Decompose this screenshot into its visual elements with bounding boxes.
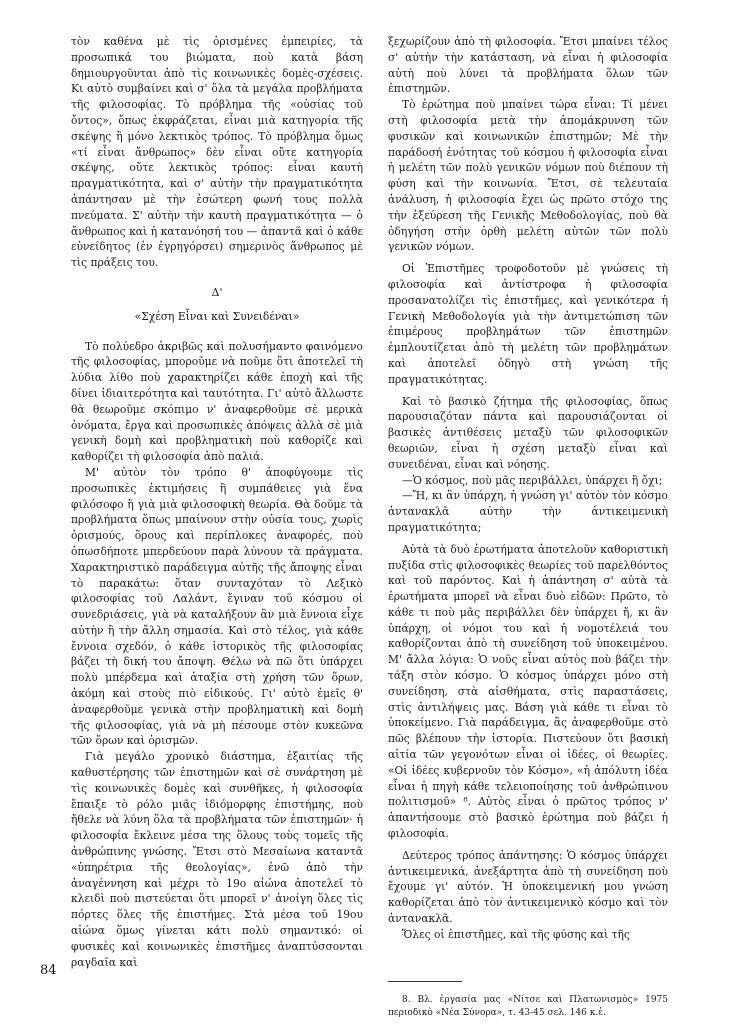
- paragraph: Οἱ Ἐπιστῆμες τροφοδοτοῦν μὲ γνώσεις τὴ φιλοσοφία καὶ ἀντίστροφα ἡ φιλοσοφία προσανατολίζει τὶς ἐπιστῆμες, καὶ γενικότερα ἡ Γενικὴ Μεθοδολογία γιὰ τὴν ἀντιμετώπιση τῶν ἐπιμέρους προβλημάτων τῶν ἐπιστημῶν ἐμπλουτίζεται ἀπὸ τὴ μελέτη τῶν προβλημάτων καὶ ἀποτελεῖ ὁδηγὸ στὴ γνώση τῆς πραγματικότητας.: [388, 262, 668, 386]
- paragraph: Μ' αὐτὸν τὸν τρόπο θ' ἀποφύγουμε τὶς προσωπικὲς ἐκτιμήσεις ἢ συμπάθειες γιὰ ἕνα φιλόσοφο ἢ γιὰ μιὰ φιλοσοφικὴ θεωρία. Θὰ δοῦμε τὰ προβλήματα ὅπως μπαίνουν στὴν οὐσία τους, χωρὶς ὁρισμούς, ὅρους καὶ περίπλοκες ἀναφορές, ποὺ ὁπωσδήποτε μπερδεύουν παρὰ λύνουν τὰ πράγματα. Χαρακτηριστικὸ παράδειγμα αὐτῆς τῆς ἄποψης εἶναι τὸ παρακάτω: ὅταν συνταχόταν τὸ Λεξικὸ φιλοσοφίας τοῦ Λαλάντ, ἔγιναν τοῦ κόσμου οἱ συνεδριάσεις, γιὰ νὰ καταλήξουν ἂν μιὰ ἔννοια εἶχε αὐτὴν ἢ τὴν ἄλλη σημασία. Καὶ στὸ τέλος, γιὰ κάθε ἔννοια σχεδόν, ὁ κάθε ἱστορικὸς τῆς φιλοσοφίας βάζει τὴ δική του ἄποψη. Θέλω νὰ πῶ ὅτι ὑπάρχει πολὺ μπέρδεμα καὶ ἀταξία στὴ χρήση τῶν ὅρων, ἀκόμη καὶ στοὺς πιὸ εἰδικούς. Γι' αὐτὸ ἐμεῖς θ' ἀναφερθοῦμε γενικὰ στὴν προβληματικὴ καὶ δομὴ τῆς φιλοσοφίας, γιὰ νὰ μὴ πέσουμε στὸν κυκεῶνα τῶν ὅρων καὶ ὁρισμῶν.: [71, 465, 363, 748]
- paragraph: Τὸ πολύεδρο ἀκριβῶς καὶ πολυσήμαντο φαινόμενο τῆς φιλοσοφίας, μποροῦμε νὰ ποῦμε ὅτι ἀποτελεῖ τὴ λύδια λίθο ποὺ χαρακτηρίζει κάθε ἐποχὴ καὶ τῆς δίνει ἰδιαιτερότητα καὶ ταυτότητα. Γι' αὐτὸ ἄλλωστε θὰ θεωροῦμε σκόπιμο ν' ἀναφερθοῦμε σὲ μερικὰ ὀνόματα, ἔργα καὶ προσωπικὲς ἀπόψεις ἀλλὰ σὲ μιὰ γενικὴ δομὴ καὶ προβληματικὴ ποὺ καθορίζε καὶ καθορίζει τὴ φιλοσοφία ἀπὸ παλιά.: [71, 339, 363, 464]
- paragraph: ξεχωρίζουν ἀπὸ τὴ φιλοσοφία. Ἔτσι μπαίνει τέλος σ' αὐτὴν τὴν κατάσταση, νὰ εἶναι ἡ φιλοσοφία αὐτὴ ποὺ λύνει τὰ προβλήματα ὅλων τῶν ἐπιστημῶν.: [388, 35, 668, 96]
- paragraph: Γιὰ μεγάλο χρονικὸ διάστημα, ἐξαιτίας τῆς καθυστέρησης τῶν ἐπιστημῶν καὶ σὲ συνάρτηση μὲ τὶς κοινωνικὲς δομὲς καὶ συνθῆκες, ἡ φιλοσοφία ἔπαιξε τὸ ρόλο μιᾶς ἰδιόμορφης ἐπιστήμης, ποὺ ἤθελε νὰ λύνη ὅλα τὰ προβλήματα τῶν ἐπιστημῶν· ἡ φιλοσοφία ἔκλεινε μέσα της ὅλους τοὺς τομεῖς τῆς ἀνθρώπινης γνώσης. Ἔτσι στὸ Μεσαίωνα καταντᾶ «ὑπηρέτρια τῆς θεολογίας», ἐνῶ ἀπὸ τὴν ἀναγέννηση καὶ μέχρι τὸ 19ο αἰώνα ἀποτελεῖ τὸ κλειδὶ ποὺ πιστεύεται ὅτι μπορεῖ ν' ἀνοίγη ὅλες τὶς πόρτες ὅλες τῆς ἐπιστήμες. Στὰ μέσα τοῦ 19ου αἰώνα ὅμως γίνεται κάτι πολὺ σημαντικό: οἱ φυσικὲς καὶ κοινωνικὲς ἐπιστῆμες ἀναπτύσσονται ραγδαῖα καὶ: [71, 750, 363, 969]
- paragraph: Δεύτερος τρόπος ἀπάντησης: Ὁ κόσμος ὑπάρχει ἀντικειμενικά, ἀνεξάρτητα ἀπὸ τὴ συνείδηση ποὺ ἔχουμε γι' αὐτόν. Ἡ ὑποκειμενική μου γνώση καθορίζεται ἀπὸ τὸν ἀντικειμενικὸ κόσμο καὶ τὸν ἀντανακλᾶ.: [388, 848, 668, 926]
- section-title: «Σχέση Εἶναι καὶ Συνειδέναι»: [134, 309, 300, 323]
- page-number: 84: [40, 963, 57, 978]
- section-numeral: Δ': [211, 285, 223, 299]
- paragraph: Αὐτὰ τὰ δυὸ ἐρωτήματα ἀποτελοῦν καθοριστικὴ πυξίδα στὶς φιλοσοφικὲς θεωρίες τοῦ παρελθόντος καὶ τοῦ παρόντος. Καὶ ἡ ἀπάντηση σ' αὐτὰ τὰ ἐρωτήματα μπορεῖ νὰ εἶναι δυὸ εἰδῶν: Πρῶτο, τὸ κάθε τι ποὺ μᾶς περιβάλλει δὲν ὑπάρχει ἤ, κι ἂν ὑπάρχη, οἱ νόμοι του καὶ ἡ νομοτέλειά του καθορίζονται ἀπὸ τὴ συνείδηση τοῦ ὑποκειμένου. Μ' ἄλλα λόγια: Ὁ νοῦς εἶναι αὐτὸς ποὺ βάζει τὴν τάξη στὸν κόσμο. Ὁ κόσμος ὑπάρχει μόνο στὴ συνείδηση, στὰ αἰσθήματα, στὶς παραστάσεις, στὶς ἀντιλήψεις μας. Βάση γιὰ κάθε τι εἶναι τὸ ὑποκείμενο. Γιὰ παράδειγμα, ἂς ἀναφερθοῦμε στὸ πῶς βλέπουν τὴν ἱστορία. Πιστεύουν ὅτι βασικὴ αἰτία τῶν γεγονότων εἶναι οἱ ἰδέες, οἱ θεωρίες. «Οἱ ἰδέες κυβερνοῦν τὸν Κόσμο», «ἡ ἀπόλυτη ἰδέα εἶναι ἡ πηγὴ κάθε τελειοποίησης τοῦ ἀνθρώπινου πολιτισμοῦ» ⁸. Αὐτὸς εἶναι ὁ πρῶτος τρόπος ν' ἀπαντήσουμε στὸ βασικὸ ἐρώτημα ποὺ βάζει ἡ φιλοσοφία.: [388, 542, 668, 841]
- question-line: —Ὁ κόσμος, ποὺ μᾶς περιβάλλει, ὑπάρχει ἢ ὄχι;: [402, 473, 663, 487]
- paragraph: τὸν καθένα μὲ τὶς ὁρισμένες ἐμπειρίες, τὰ προσωπικά του βιώματα, ποὺ κατὰ βάση δημιουργοῦνται ἀπὸ τὶς κοινωνικὲς δομὲς-σχέσεις. Κι αὐτὸ συμβαίνει καὶ σ' ὅλα τὰ μεγάλα προβλήματα τῆς φιλοσοφίας. Τὸ πρόβλημα τῆς «οὐσίας τοῦ ὄντος», ὅπως ἐκφράζεται, εἶναι μιὰ κατηγορία τῆς σκέψης ἢ μόνο λεκτικὸς τρόπος. Τὸ πρόβλημα ὅμως «τί εἶναι ἄνθρωπος» δὲν εἶναι οὔτε κατηγορία σκέψης, οὔτε λεκτικὸς τρόπος: εἶναι καυτὴ πραγματικότητα, καὶ σ' αὐτὴν τὴν πραγματικότητα ἀπάντησαν μὲ τὴν ἐσώτερη φωνή τους πολλὰ πνεύματα. Σ' αὐτὴν τὴν καυτὴ πραγματικότητα — ὁ ἄνθρωπος καὶ ἡ κατανόησή του — ἀπαντᾶ καὶ ὁ κάθε εὐνείδητος (ἐν ἐγρηγόρσει) σημερινὸς ἄνθρωπος μὲ τὶς πράξεις του.: [71, 35, 363, 270]
- footnote-divider: [388, 981, 462, 982]
- right-column: [388, 34, 668, 1020]
- paragraph: Καὶ τὸ βασικὸ ζήτημα τῆς φιλοσοφίας, ὅπως παρουσιαζόταν πάντα καὶ παρουσιάζονται οἱ βασικὲς ἀντιθέσεις μεταξὺ τῶν φιλοσοφικῶν θεωριῶν, εἶναι ἡ σχέση μεταξὺ εἶναι καὶ συνειδέναι, εἶναι καὶ νόησης.: [388, 394, 668, 471]
- paragraph: Τὸ ἐρώτημα ποὺ μπαίνει τώρα εἶναι: Τί μένει στὴ φιλοσοφία μετὰ τὴν ἀπομάκρυνση τῶν φυσικῶν καὶ κοινωνικῶν ἐπιστημῶν; Μὲ τὴν παράδοσή ἑνότητας τοῦ κόσμου ἡ φιλοσοφία εἶναι ἡ μελέτη τῶν πολὺ γενικῶν νόμων ποὺ διέπουν τὴ φύση καὶ τὴν κοινωνία. Ἔτσι, σὲ τελευταία ἀνάλυση, ἡ φιλοσοφία ἔχει ὡς πρῶτο στόχο της τὴν ἐξεύρεση τῆς Γενικῆς Μεθοδολογίας, ποὺ θὰ ὁδηγήση στὴν ὀρθὴ μελέτη αὐτῶν τῶν πολὺ γενικῶν νόμων.: [388, 98, 668, 254]
- footnote: 8. Βλ. ἐργασία μας «Νίτσε καὶ Πλατωνισμὸς» 1975 περιοδικὸ «Νέα Σύνορα», τ. 43-45 σελ. 146 κ.ἑ.: [388, 994, 668, 1018]
- left-column: [71, 34, 363, 970]
- question-line: —Ἤ, κι ἂν ὑπάρχη, ἡ γνώση γι' αὐτὸν τὸν κόσμο ἀντανακλᾶ αὐτὴν τὴν ἀντικειμενικὴ πραγματικότητα;: [388, 489, 668, 534]
- paragraph: Ὅλες οἱ ἐπιστῆμες, καὶ τῆς φύσης καὶ τῆς: [402, 927, 630, 941]
